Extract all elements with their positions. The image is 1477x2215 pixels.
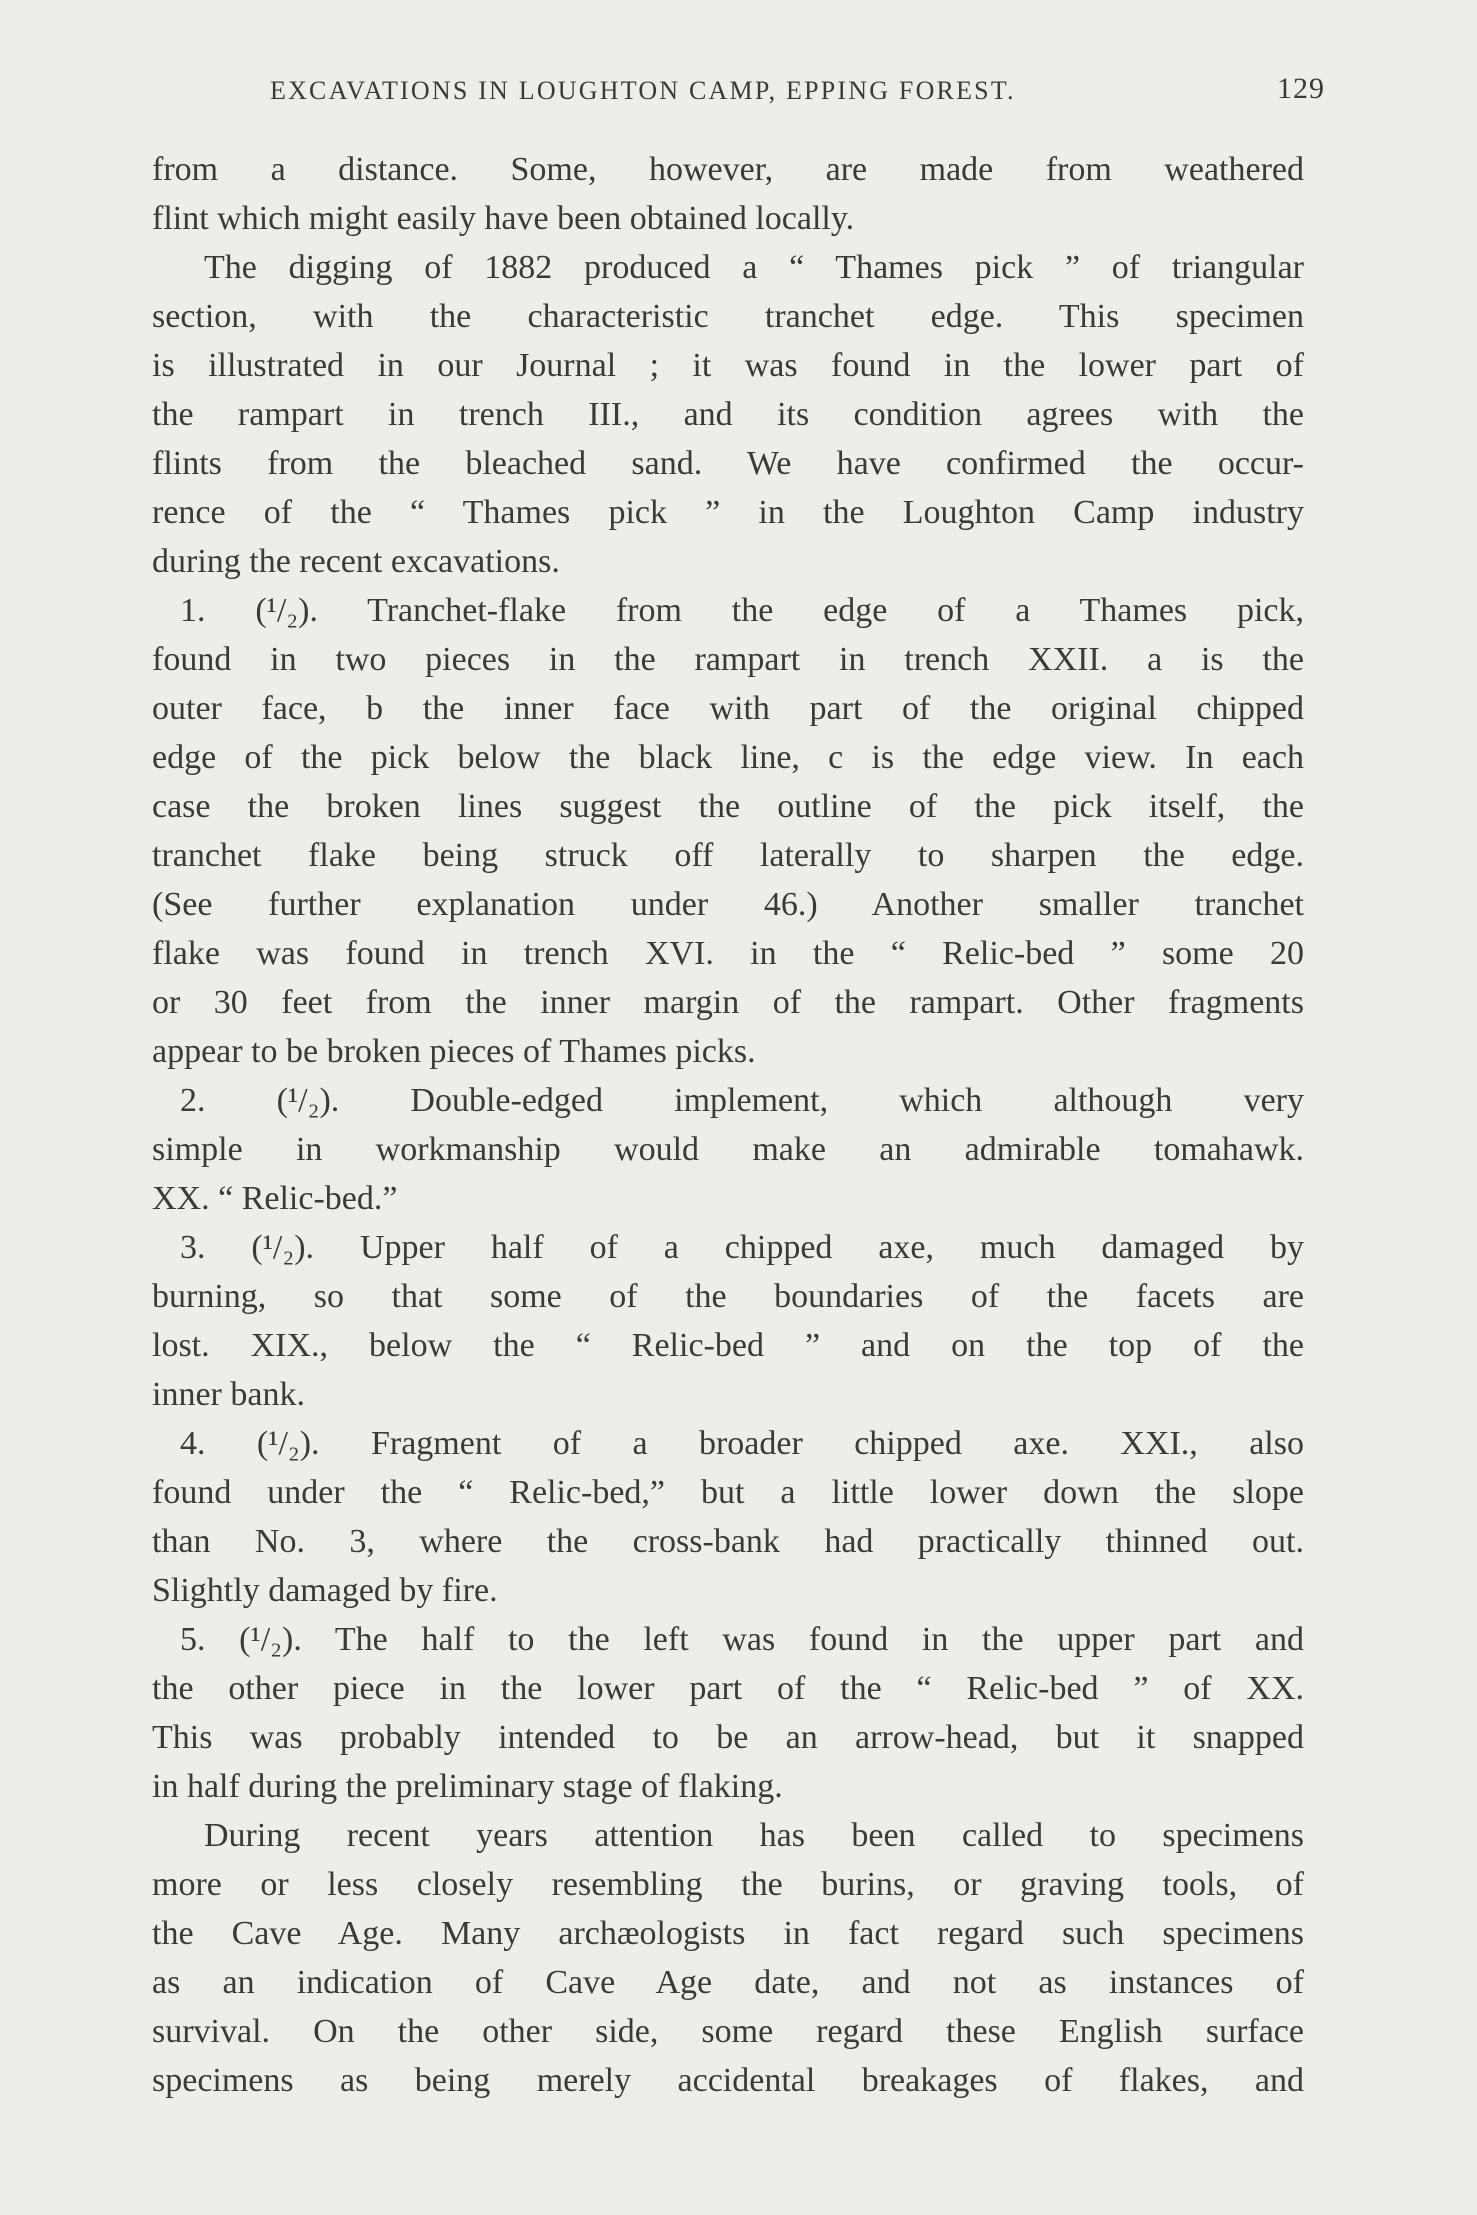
text-line: tranchet flake being struck off laterally to sharpen the edge. [152, 837, 1304, 874]
text-line: flake was found in trench XVI. in the “ Relic-bed ” some 20 [152, 935, 1304, 972]
text-line: XX. “ Relic-bed.” [152, 1180, 398, 1217]
text-line: 3. (¹/₂). Upper half of a chipped axe, much damaged by [180, 1229, 1304, 1266]
text-line: the other piece in the lower part of the “ Relic-bed ” of XX. [152, 1670, 1304, 1707]
text-line: rence of the “ Thames pick ” in the Loughton Camp industry [152, 494, 1304, 531]
text-line: 5. (¹/₂). The half to the left was found in the upper part and [180, 1621, 1304, 1658]
text-line: found in two pieces in the rampart in trench XXII. a is the [152, 641, 1304, 678]
text-line: This was probably intended to be an arrow-head, but it snapped [152, 1719, 1304, 1756]
text-line: During recent years attention has been called to specimens [204, 1817, 1304, 1854]
text-line: 1. (¹/₂). Tranchet-flake from the edge of a Thames pick, [180, 592, 1304, 629]
text-line: found under the “ Relic-bed,” but a little lower down the slope [152, 1474, 1304, 1511]
text-line: appear to be broken pieces of Thames picks. [152, 1033, 756, 1070]
text-line: section, with the characteristic tranchet edge. This specimen [152, 298, 1304, 335]
text-line: simple in workmanship would make an admirable tomahawk. [152, 1131, 1304, 1168]
running-head [150, 68, 1330, 118]
text-line: during the recent excavations. [152, 543, 560, 580]
text-line: more or less closely resembling the burins, or graving tools, of [152, 1866, 1304, 1903]
text-line: in half during the preliminary stage of flaking. [152, 1768, 783, 1805]
text-line: case the broken lines suggest the outline of the pick itself, the [152, 788, 1304, 825]
text-line: edge of the pick below the black line, c is the edge view. In each [152, 739, 1304, 776]
text-line: The digging of 1882 produced a “ Thames pick ” of triangular [204, 249, 1304, 286]
text-line: inner bank. [152, 1376, 305, 1413]
text-line: flint which might easily have been obtained locally. [152, 200, 855, 237]
text-line: 4. (¹/₂). Fragment of a broader chipped axe. XXI., also [180, 1425, 1304, 1462]
text-line: as an indication of Cave Age date, and not as instances of [152, 1964, 1304, 2001]
text-line: than No. 3, where the cross-bank had practically thinned out. [152, 1523, 1304, 1560]
page-number: 129 [1277, 72, 1325, 105]
text-line: burning, so that some of the boundaries of the facets are [152, 1278, 1304, 1315]
text-line: 2. (¹/₂). Double-edged implement, which although very [180, 1082, 1304, 1119]
text-line: is illustrated in our Journal ; it was found in the lower part of [152, 347, 1304, 384]
body-text [152, 145, 1304, 2105]
text-line: flints from the bleached sand. We have confirmed the occur- [152, 445, 1304, 482]
text-line: the Cave Age. Many archæologists in fact regard such specimens [152, 1915, 1304, 1952]
text-line: survival. On the other side, some regard these English surface [152, 2013, 1304, 2050]
text-line: outer face, b the inner face with part of the original chipped [152, 690, 1304, 727]
text-line: lost. XIX., below the “ Relic-bed ” and on the top of the [152, 1327, 1304, 1364]
text-line: Slightly damaged by fire. [152, 1572, 498, 1609]
text-line: the rampart in trench III., and its condition agrees with the [152, 396, 1304, 433]
text-line: (See further explanation under 46.) Another smaller tranchet [152, 886, 1304, 923]
running-head-title: EXCAVATIONS IN LOUGHTON CAMP, EPPING FOREST. [270, 76, 1016, 105]
text-line: or 30 feet from the inner margin of the rampart. Other fragments [152, 984, 1304, 1021]
text-line: specimens as being merely accidental breakages of flakes, and [152, 2062, 1304, 2099]
text-line: from a distance. Some, however, are made from weathered [152, 151, 1304, 188]
